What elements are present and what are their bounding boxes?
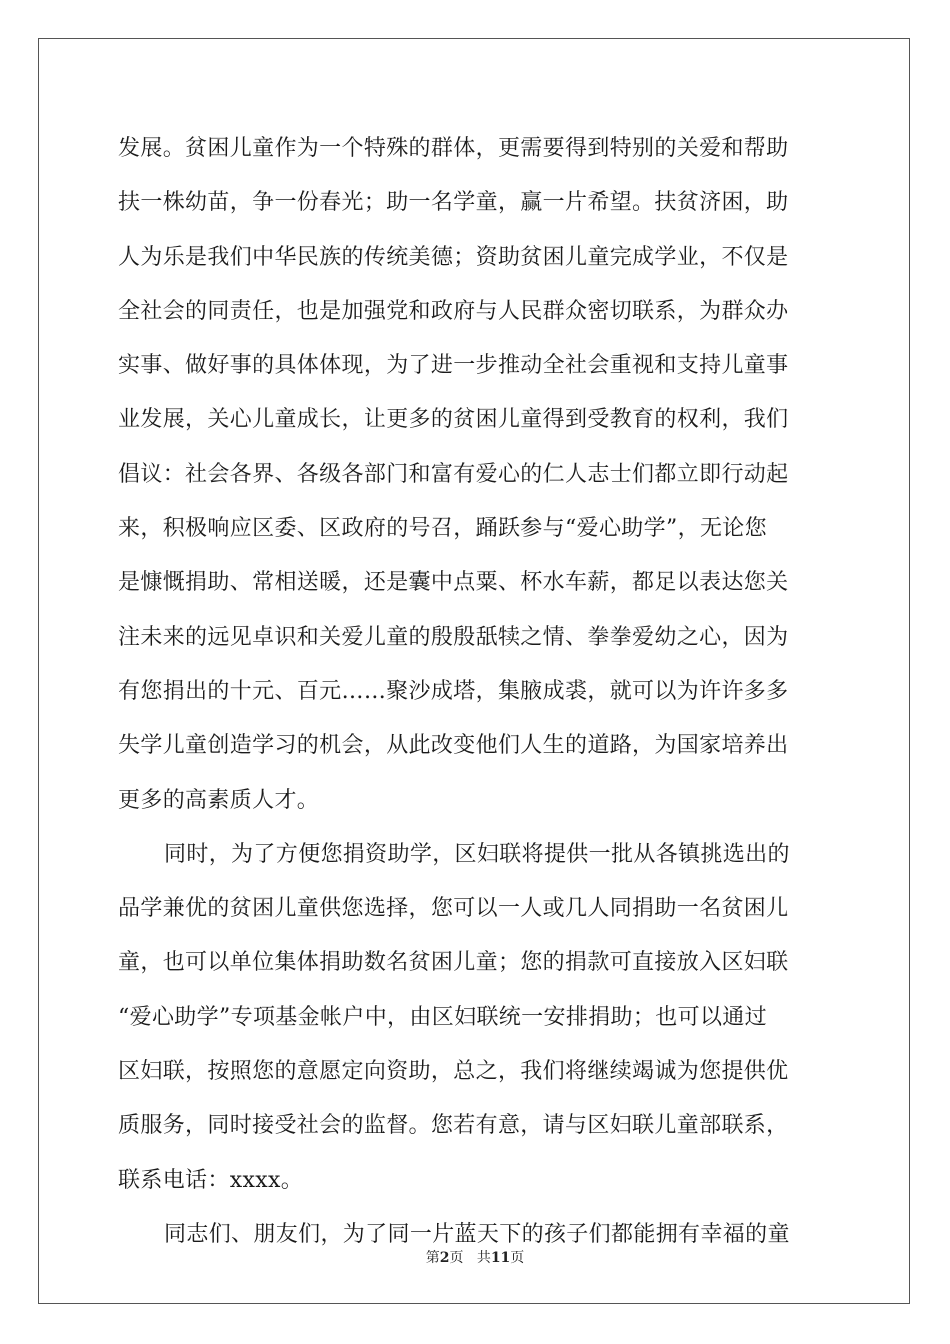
text-line: 全社会的同责任，也是加强党和政府与人民群众密切联系，为群众办 <box>118 298 789 324</box>
text-line: 更多的高素质人才。 <box>118 787 320 813</box>
text-line: 倡议：社会各界、各级各部门和富有爱心的仁人志士们都立即行动起 <box>118 461 789 487</box>
text-line: 同志们、朋友们，为了同一片蓝天下的孩子们都能拥有幸福的童 <box>164 1221 790 1247</box>
page-footer <box>0 1247 950 1267</box>
text-line: 联系电话：xxxx。 <box>118 1167 304 1193</box>
text-line: 人为乐是我们中华民族的传统美德；资助贫困儿童完成学业，不仅是 <box>118 244 789 270</box>
text-line: 扶一株幼苗，争一份春光；助一名学童，赢一片希望。扶贫济困，助 <box>118 190 789 216</box>
footer-total-prefix: 共 <box>476 1250 491 1266</box>
text-line: 来，积极响应区委、区政府的号召，踊跃参与“爱心助学”，无论您 <box>118 516 767 542</box>
footer-total-unit: 页 <box>510 1250 525 1266</box>
text-line: 失学儿童创造学习的机会，从此改变他们人生的道路，为国家培养出 <box>118 733 789 759</box>
text-line: 有您捐出的十元、百元……聚沙成塔，集腋成裘，就可以为许许多多 <box>118 678 789 704</box>
footer-page-unit: 页 <box>449 1250 464 1266</box>
footer-prefix: 第 <box>425 1250 440 1266</box>
text-line: 发展。贫困儿童作为一个特殊的群体，更需要得到特别的关爱和帮助 <box>118 136 789 161</box>
current-page-number: 2 <box>439 1250 450 1266</box>
document-body <box>118 122 834 1262</box>
text-line: 业发展，关心儿童成长，让更多的贫困儿童得到受教育的权利，我们 <box>118 407 789 433</box>
text-line: 实事、做好事的具体体现，为了进一步推动全社会重视和支持儿童事 <box>118 353 789 379</box>
text-line: 注未来的远见卓识和关爱儿童的殷殷舐犊之情、拳拳爱幼之心，因为 <box>118 624 789 650</box>
text-line: 区妇联，按照您的意愿定向资助，总之，我们将继续竭诚为您提供优 <box>118 1059 789 1085</box>
total-page-count: 11 <box>490 1250 511 1266</box>
text-line: 同时，为了方便您捐资助学，区妇联将提供一批从各镇挑选出的 <box>164 841 790 867</box>
text-line: 是慷慨捐助、常相送暖，还是囊中点粟、杯水车薪，都足以表达您关 <box>118 570 789 596</box>
text-line: 童，也可以单位集体捐助数名贫困儿童；您的捐款可直接放入区妇联 <box>118 950 789 976</box>
text-line: 品学兼优的贫困儿童供您选择，您可以一人或几人同捐助一名贫困儿 <box>118 896 789 922</box>
text-line: 质服务，同时接受社会的监督。您若有意，请与区妇联儿童部联系， <box>118 1113 789 1139</box>
text-line: “爱心助学”专项基金帐户中，由区妇联统一安排捐助；也可以通过 <box>118 1004 767 1030</box>
